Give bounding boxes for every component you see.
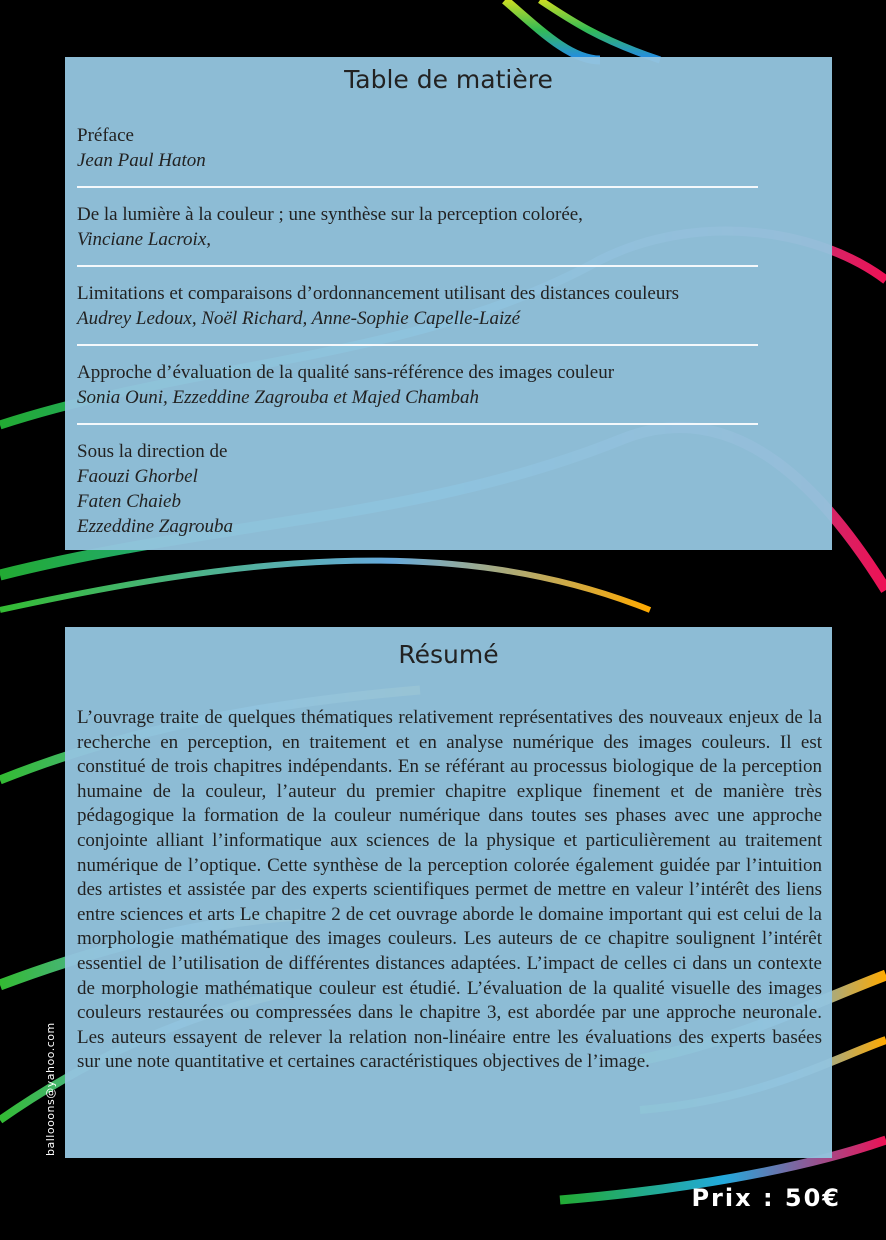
separator bbox=[77, 265, 758, 267]
toc-entry bbox=[77, 360, 758, 410]
toc-list bbox=[65, 123, 832, 539]
contact-email: ballooons@yahoo.com bbox=[44, 1022, 57, 1156]
summary-title: Résumé bbox=[398, 640, 499, 669]
toc-entry-authors: Jean Paul Haton bbox=[77, 150, 206, 171]
toc-entry-title: De la lumière à la couleur ; une synthèse sur la perception colorée, bbox=[77, 204, 583, 225]
editors-block bbox=[77, 439, 758, 539]
price-label: Prix : 50€ bbox=[691, 1184, 841, 1212]
editor-name: Faouzi Ghorbel bbox=[77, 466, 198, 487]
summary-text: L’ouvrage traite de quelques thématiques relativement représentatives des nouveaux enjeux de la recherche en perception, en traitement et en analyse numérique des images couleurs. Il est constitué de trois chapitres indépendants. En se référant au processus biologique de la perception humaine de la couleur, l’auteur du premier chapitre explique finement et de manière très pédagogique la formation de la couleur numérique dans toutes ses phases avec une approche conjointe alliant l’informatique aux sciences de la physique et particulièrement au traitement numérique de l’optique. Cette synthèse de la perception colorée également guidée par l’intuition des artistes et assistée par des experts scientifiques permet de mettre en valeur l’intérêt des liens entre sciences et arts Le chapitre 2 de cet ouvrage aborde le domaine important qui est celui de la morphologie mathématique des images couleurs. Les auteurs de ce chapitre soulignent l’intérêt essentiel de l’utilisation de différentes distances adaptées. L’impact de celles ci dans un contexte de morphologie mathématique couleur est étudié. L’évaluation de la qualité visuelle des images couleurs restaurées ou compressées dans le chapitre 3, est abordée par une approche neuronale. Les auteurs essayent de relever la relation non-linéaire entre les évaluations des experts basées sur une note quantitative et certaines caractéristiques objectives de l’image. bbox=[77, 707, 822, 1073]
editor-name: Faten Chaieb bbox=[77, 491, 181, 512]
toc-entry bbox=[77, 202, 758, 252]
toc-title: Table de matière bbox=[344, 65, 553, 94]
toc-entry-authors: Vinciane Lacroix, bbox=[77, 229, 212, 250]
toc-entry-authors: Audrey Ledoux, Noël Richard, Anne-Sophie Capelle-Laizé bbox=[77, 308, 521, 329]
toc-entry-authors: Sonia Ouni, Ezzeddine Zagrouba et Majed Chambah bbox=[77, 387, 479, 408]
separator bbox=[77, 423, 758, 425]
toc-entry-title: Préface bbox=[77, 125, 134, 146]
separator bbox=[77, 186, 758, 188]
separator bbox=[77, 344, 758, 346]
toc-entry-title: Approche d’évaluation de la qualité sans-référence des images couleur bbox=[77, 362, 615, 383]
toc-entry bbox=[77, 281, 758, 331]
editor-name: Ezzeddine Zagrouba bbox=[77, 516, 234, 537]
table-of-contents-panel bbox=[65, 57, 832, 550]
toc-entry-title: Limitations et comparaisons d’ordonnancement utilisant des distances couleurs bbox=[77, 283, 680, 304]
editors-label: Sous la direction de bbox=[77, 441, 228, 462]
summary-panel bbox=[65, 627, 832, 1158]
toc-entry bbox=[77, 123, 758, 173]
